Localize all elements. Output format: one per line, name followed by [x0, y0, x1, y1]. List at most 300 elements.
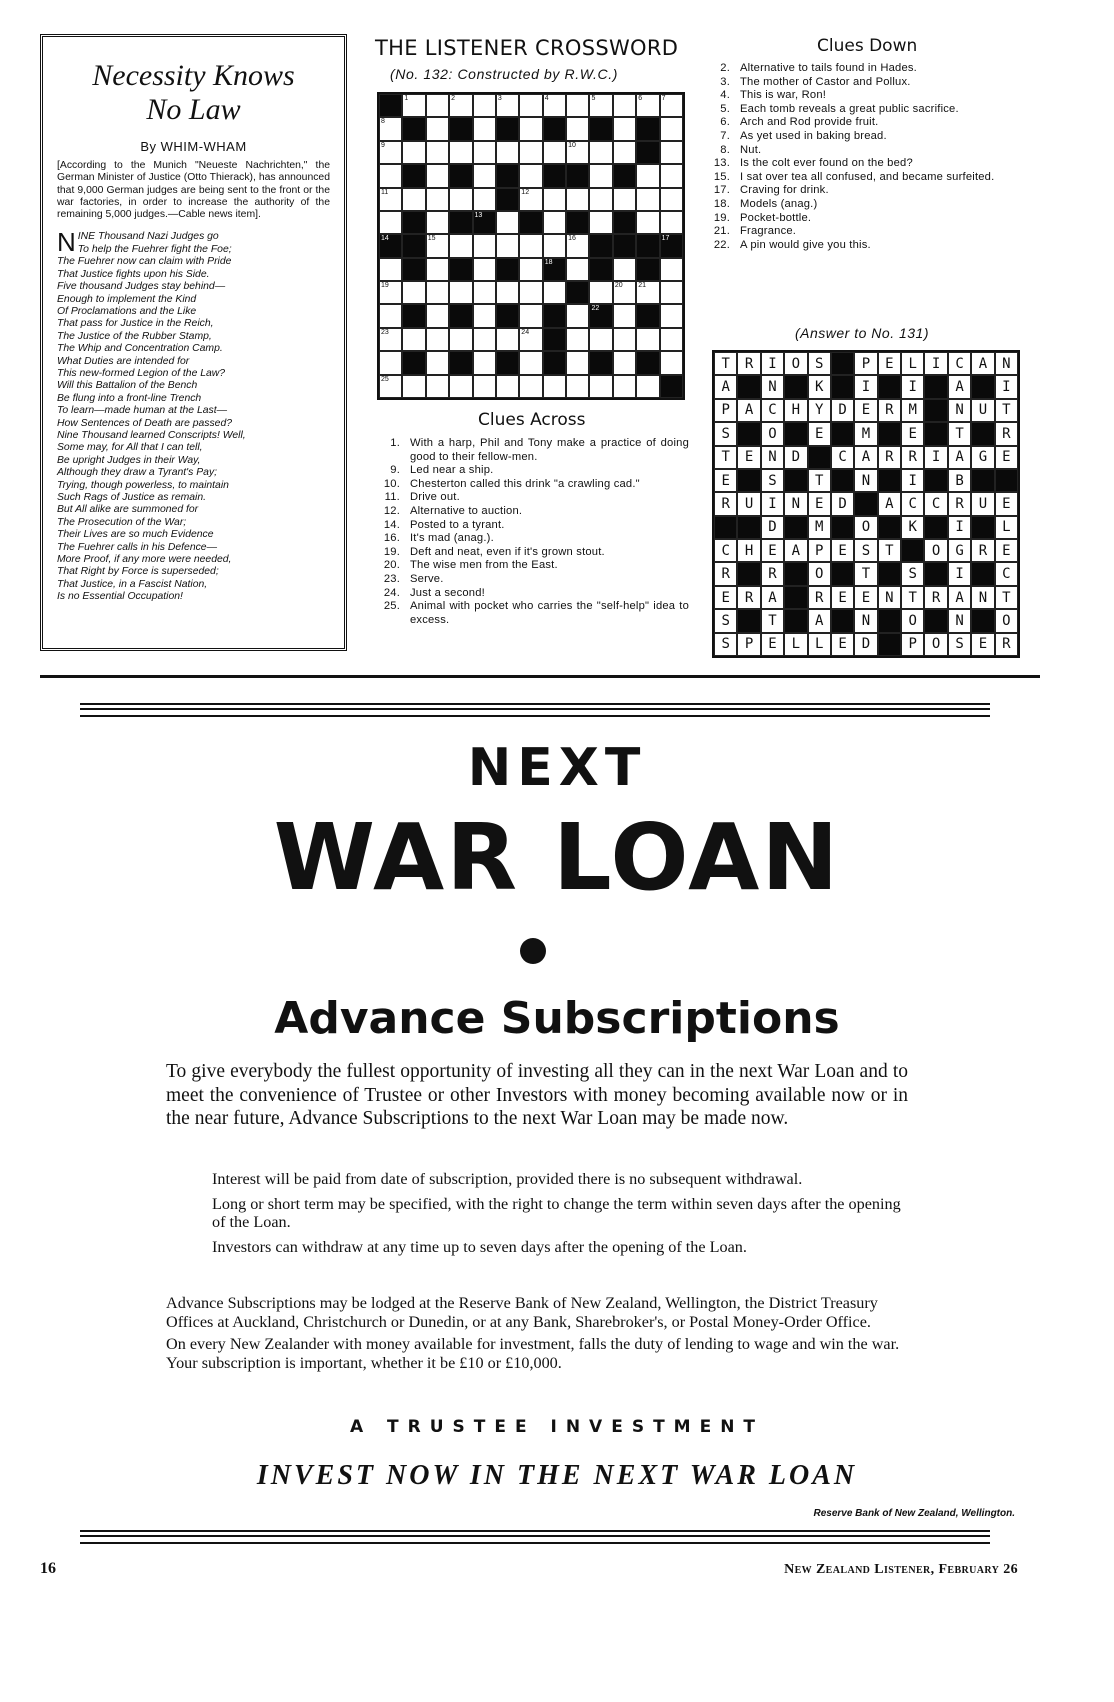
clue-number: 5. — [720, 102, 730, 115]
clue — [702, 62, 1032, 76]
crossword-title: THE LISTENER CROSSWORD — [375, 36, 679, 60]
answer-cell: N — [854, 469, 877, 492]
clue-number: 6. — [720, 116, 730, 129]
answer-cell: T — [995, 586, 1018, 609]
crossword-cell — [449, 188, 472, 211]
answer-cell: R — [995, 422, 1018, 445]
answer-cell: N — [995, 352, 1018, 375]
crossword-cell — [519, 234, 542, 257]
answer-cell: N — [948, 609, 971, 632]
crossword-cell — [473, 281, 496, 304]
answer-cell: T — [714, 446, 737, 469]
answer-black-cell — [878, 422, 901, 445]
clue-text: This is war, Ron! — [740, 89, 827, 102]
answer-cell: N — [761, 446, 784, 469]
crossword-cell — [496, 94, 519, 117]
crossword-black-cell — [449, 211, 472, 234]
poem-line: The Justice of the Rubber Stamp, — [57, 330, 212, 342]
answer-cell: D — [831, 399, 854, 422]
answer-cell: O — [901, 609, 924, 632]
crossword-black-cell — [636, 117, 659, 140]
clue-number: 10. — [383, 477, 400, 490]
crossword-cell — [379, 188, 402, 211]
clue-number: 25. — [383, 600, 400, 613]
answer-black-cell — [971, 562, 994, 585]
answer-black-cell — [901, 539, 924, 562]
clue-text: Posted to a tyrant. — [410, 518, 505, 531]
crossword-black-cell — [543, 258, 566, 281]
answer-cell: E — [854, 586, 877, 609]
crossword-black-cell — [636, 141, 659, 164]
clue-text: Alternative to auction. — [410, 504, 523, 517]
clue-number: 6 — [638, 95, 643, 102]
answer-cell: U — [971, 399, 994, 422]
crossword-cell — [496, 234, 519, 257]
clue-number: 22. — [713, 238, 730, 251]
crossword-black-cell — [496, 117, 519, 140]
clue-number: 21 — [638, 282, 647, 290]
answer-black-cell — [971, 609, 994, 632]
crossword-cell — [660, 351, 683, 374]
crossword-cell — [660, 211, 683, 234]
crossword-black-cell — [402, 117, 425, 140]
answer-cell: D — [784, 446, 807, 469]
answer-cell: C — [761, 399, 784, 422]
crossword-cell — [660, 117, 683, 140]
clue-number: 9. — [390, 464, 400, 477]
poem-line: Be flung into a front-line Trench — [57, 392, 202, 404]
crossword-black-cell — [496, 304, 519, 327]
poem-title-line-1: Necessity Knows — [92, 59, 295, 92]
ad-point: Interest will be paid from date of subscription, provided there is no subsequent withdrawal. — [212, 1170, 803, 1188]
clue-text: I sat over tea all confused, and became surfeited. — [740, 170, 995, 183]
clue — [702, 198, 1032, 212]
crossword-cell — [660, 164, 683, 187]
crossword-cell — [473, 188, 496, 211]
answer-black-cell — [737, 516, 760, 539]
crossword-cell — [402, 188, 425, 211]
crossword-black-cell — [402, 164, 425, 187]
answer-cell: R — [948, 492, 971, 515]
clue — [702, 157, 1032, 171]
answer-cell: A — [948, 446, 971, 469]
clue — [702, 171, 1032, 185]
clue-number: 3. — [720, 75, 730, 88]
crossword-cell — [566, 117, 589, 140]
crossword-cell — [379, 117, 402, 140]
clue-text: It's mad (anag.). — [410, 532, 494, 545]
poem-line: INE Thousand Nazi Judges go — [77, 231, 219, 243]
answer-black-cell — [831, 352, 854, 375]
answer-cell: D — [854, 633, 877, 656]
crossword-cell — [543, 375, 566, 398]
clue-number: 18 — [544, 258, 553, 266]
ad-point: Investors can withdraw at any time up to seven days after the opening of the Loan. — [212, 1237, 747, 1256]
clue-number: 13 — [474, 211, 483, 219]
crossword-black-cell — [473, 211, 496, 234]
crossword-black-cell — [449, 258, 472, 281]
answer-cell: T — [808, 469, 831, 492]
answer-cell: E — [737, 446, 760, 469]
crossword-cell — [379, 328, 402, 351]
crossword-cell — [589, 211, 612, 234]
crossword-cell — [426, 328, 449, 351]
crossword-black-cell — [449, 164, 472, 187]
crossword-cell — [519, 117, 542, 140]
answer-cell: A — [714, 375, 737, 398]
clue-number: 16 — [568, 235, 576, 243]
answer-black-cell — [714, 516, 737, 539]
crossword-cell — [660, 141, 683, 164]
crossword-black-cell — [449, 304, 472, 327]
crossword-cell — [473, 164, 496, 187]
crossword-cell — [426, 117, 449, 140]
answer-cell: A — [761, 586, 784, 609]
crossword-cell — [636, 375, 659, 398]
crossword-cell — [613, 351, 636, 374]
crossword-black-cell — [496, 351, 519, 374]
poem-line: Enough to implement the Kind — [57, 293, 197, 305]
clue-number: 19. — [383, 545, 400, 558]
ad-point: Long or short term may be specified, with the right to change the term within seven days after the opening of the Loan. — [212, 1194, 901, 1231]
crossword-black-cell — [496, 164, 519, 187]
answer-cell: I — [761, 492, 784, 515]
poem-line: This new-formed Legion of the Law? — [57, 367, 226, 379]
crossword-black-cell — [613, 234, 636, 257]
clue-number: 1. — [390, 437, 400, 449]
clue-text: As yet used in baking bread. — [740, 129, 887, 142]
answer-black-cell — [831, 516, 854, 539]
crossword-cell — [543, 188, 566, 211]
across-heading: Clues Across — [478, 410, 586, 430]
clue-text: Craving for drink. — [740, 184, 829, 197]
answer-cell: Y — [808, 399, 831, 422]
bullet-dot-icon — [520, 938, 546, 964]
crossword-black-cell — [589, 117, 612, 140]
answer-cell: C — [948, 352, 971, 375]
clue-text: Nut. — [740, 143, 762, 156]
answer-cell: E — [808, 492, 831, 515]
crossword-cell — [589, 164, 612, 187]
crossword-cell — [613, 141, 636, 164]
clue-number: 25 — [381, 375, 389, 383]
crossword-black-cell — [543, 164, 566, 187]
answer-cell: O — [784, 352, 807, 375]
crossword-black-cell — [636, 234, 659, 257]
clue-number: 19 — [381, 282, 389, 290]
answer-cell: I — [995, 375, 1018, 398]
answer-cell: P — [854, 352, 877, 375]
answer-cell: I — [761, 352, 784, 375]
publication-line: New Zealand Listener, February 26 — [784, 1562, 1018, 1577]
crossword-cell — [449, 375, 472, 398]
clue-number: 15. — [713, 170, 730, 183]
clue-number: 19. — [713, 211, 730, 224]
clue-number: 20 — [614, 282, 623, 290]
crossword-cell — [566, 258, 589, 281]
answer-cell: R — [761, 562, 784, 585]
clue-text: A pin would give you this. — [740, 238, 871, 251]
crossword-cell — [589, 94, 612, 117]
crossword-black-cell — [496, 258, 519, 281]
ad-trustee: A TRUSTEE INVESTMENT — [349, 1417, 765, 1437]
poem-line: Will this Battalion of the Bench — [57, 380, 198, 392]
crossword-black-cell — [379, 234, 402, 257]
answer-cell: R — [995, 633, 1018, 656]
ad-invest: INVEST NOW IN THE NEXT WAR LOAN — [256, 1460, 858, 1491]
crossword-subtitle: (No. 132: Constructed by R.W.C.) — [390, 66, 618, 82]
answer-cell: R — [714, 492, 737, 515]
answer-cell: R — [714, 562, 737, 585]
clue — [702, 239, 1032, 253]
answer-cell: R — [737, 352, 760, 375]
crossword-cell — [426, 211, 449, 234]
crossword-cell — [589, 141, 612, 164]
clue — [372, 600, 689, 627]
poem-box — [40, 34, 347, 651]
poem-dropcap: N — [57, 227, 76, 258]
answer-black-cell — [737, 469, 760, 492]
answer-cell: E — [901, 422, 924, 445]
crossword-cell — [519, 281, 542, 304]
crossword-cell — [379, 258, 402, 281]
answer-cell: P — [901, 633, 924, 656]
crossword-cell — [402, 94, 425, 117]
answer-cell: T — [878, 539, 901, 562]
answer-cell: T — [948, 422, 971, 445]
answer-black-cell — [878, 609, 901, 632]
answer-black-cell — [878, 633, 901, 656]
clue — [702, 116, 1032, 130]
answer-cell: L — [995, 516, 1018, 539]
answer-cell: I — [948, 516, 971, 539]
crossword-cell — [426, 188, 449, 211]
crossword-cell — [449, 94, 472, 117]
answer-black-cell — [924, 562, 947, 585]
answer-black-cell — [924, 399, 947, 422]
crossword-black-cell — [402, 351, 425, 374]
clue-number: 12 — [521, 188, 530, 196]
answer-black-cell — [878, 469, 901, 492]
clue-number: 7 — [661, 95, 666, 102]
answer-cell: L — [901, 352, 924, 375]
crossword-cell — [426, 234, 449, 257]
crossword-cell — [496, 141, 519, 164]
poem-line: The Fuehrer calls in his Defence— — [57, 541, 217, 553]
crossword-cell — [473, 141, 496, 164]
clue-number: 11 — [381, 188, 389, 196]
crossword-cell — [566, 351, 589, 374]
poem-line: What Duties are intended for — [57, 355, 190, 367]
clue-text: Animal with pocket who carries the "self-help" idea to excess. — [410, 600, 689, 626]
crossword-cell — [402, 281, 425, 304]
crossword-black-cell — [589, 304, 612, 327]
crossword-cell — [589, 281, 612, 304]
answer-black-cell — [737, 609, 760, 632]
poem-line: To help the Fuehrer fight the Foe; — [77, 243, 232, 255]
clue-number: 2 — [451, 95, 456, 102]
poem-line: Their Lives are so much Evidence — [57, 529, 214, 541]
answer-cell: L — [808, 633, 831, 656]
answer-cell: E — [831, 633, 854, 656]
across-clues — [372, 437, 689, 627]
crossword-black-cell — [402, 234, 425, 257]
clue — [702, 184, 1032, 198]
crossword-cell — [636, 211, 659, 234]
answer-cell: O — [854, 516, 877, 539]
answer-label: (Answer to No. 131) — [795, 325, 929, 341]
poem-line: To learn—made human at the Last— — [57, 405, 228, 417]
poem-line: Of Proclamations and the Like — [57, 305, 197, 317]
poem-line: The Prosecution of the War; — [57, 516, 187, 528]
crossword-black-cell — [589, 234, 612, 257]
poem-line: More Proof, if any more were needed, — [57, 554, 232, 566]
clue-number: 4. — [720, 89, 730, 102]
poem-title — [57, 59, 330, 127]
crossword-black-cell — [379, 94, 402, 117]
poem-line: Be upright Judges in their Way, — [57, 454, 201, 466]
answer-cell: R — [878, 446, 901, 469]
clue — [372, 532, 689, 546]
poem-byline: By WHIM-WHAM — [140, 139, 247, 154]
answer-black-cell — [784, 469, 807, 492]
crossword-black-cell — [636, 304, 659, 327]
clue-text: The wise men from the East. — [410, 559, 558, 572]
answer-cell: O — [995, 609, 1018, 632]
crossword-cell — [426, 141, 449, 164]
crossword-cell — [636, 328, 659, 351]
clue-number: 23 — [381, 328, 389, 336]
crossword-black-cell — [449, 351, 472, 374]
clue-text: Alternative to tails found in Hades. — [740, 62, 917, 74]
clue-text: Fragrance. — [740, 225, 797, 238]
crossword-cell — [566, 234, 589, 257]
crossword-cell — [660, 281, 683, 304]
page-number: 16 — [40, 1560, 56, 1577]
answer-black-cell — [737, 562, 760, 585]
crossword-cell — [519, 188, 542, 211]
answer-cell: R — [878, 399, 901, 422]
answer-cell: S — [854, 539, 877, 562]
answer-cell: D — [831, 492, 854, 515]
crossword-black-cell — [613, 211, 636, 234]
down-heading: Clues Down — [817, 36, 918, 56]
answer-black-cell — [784, 375, 807, 398]
crossword-cell — [613, 94, 636, 117]
crossword-cell — [519, 94, 542, 117]
answer-cell: S — [948, 633, 971, 656]
ad-next: NEXT — [467, 738, 647, 798]
crossword-cell — [660, 258, 683, 281]
answer-black-cell — [924, 422, 947, 445]
poem-line: Nine Thousand learned Conscripts! Well, — [57, 429, 246, 441]
crossword-black-cell — [660, 234, 683, 257]
clue — [372, 464, 689, 478]
answer-cell: A — [854, 446, 877, 469]
answer-black-cell — [737, 422, 760, 445]
crossword-cell — [566, 188, 589, 211]
crossword-cell — [519, 351, 542, 374]
answer-cell: R — [808, 586, 831, 609]
clue-text: Drive out. — [410, 491, 460, 504]
clue-number: 3 — [497, 95, 502, 102]
crossword-black-cell — [589, 258, 612, 281]
answer-grid — [712, 350, 1020, 658]
answer-cell: N — [854, 609, 877, 632]
answer-cell: N — [971, 586, 994, 609]
poem-line: That Justice fights upon his Side. — [57, 268, 210, 280]
poem-line: The Fuehrer now can claim with Pride — [57, 256, 232, 268]
answer-cell: C — [924, 492, 947, 515]
answer-cell: N — [761, 375, 784, 398]
crossword-black-cell — [449, 117, 472, 140]
crossword-cell — [519, 141, 542, 164]
ad-points — [212, 1170, 910, 1262]
crossword-cell — [449, 328, 472, 351]
crossword-black-cell — [543, 351, 566, 374]
answer-cell: E — [714, 469, 737, 492]
crossword-cell — [496, 375, 519, 398]
poem-line: Is no Essential Occupation! — [57, 591, 183, 603]
clue-number: 14 — [381, 235, 389, 243]
crossword-cell — [473, 328, 496, 351]
clue-text: Serve. — [410, 572, 444, 585]
answer-cell: P — [737, 633, 760, 656]
answer-cell: A — [784, 539, 807, 562]
answer-black-cell — [784, 586, 807, 609]
answer-cell: E — [995, 446, 1018, 469]
answer-cell: M — [808, 516, 831, 539]
clue — [702, 130, 1032, 144]
ad-lodge-text: Advance Subscriptions may be lodged at the Reserve Bank of New Zealand, Wellington, the District Treasury Offices at Auckland, Christchurch or Dunedin, or at any Bank, Sharebroker's, or Postal Money-Order Office. — [166, 1294, 878, 1331]
clue — [702, 76, 1032, 90]
clue-number: 21. — [713, 225, 730, 238]
crossword-black-cell — [566, 164, 589, 187]
clue-number: 17. — [713, 184, 730, 197]
crossword-cell — [636, 188, 659, 211]
answer-black-cell — [831, 375, 854, 398]
answer-cell: A — [948, 375, 971, 398]
clue-number: 2. — [720, 62, 730, 74]
answer-black-cell — [878, 375, 901, 398]
answer-black-cell — [784, 422, 807, 445]
clue-text: Arch and Rod provide fruit. — [740, 116, 879, 129]
clue-text: The mother of Castor and Pollux. — [740, 75, 911, 88]
poem-line: That Justice, in a Fascist Nation, — [57, 578, 208, 590]
crossword-cell — [496, 211, 519, 234]
answer-cell: G — [948, 539, 971, 562]
answer-black-cell — [878, 516, 901, 539]
answer-cell: E — [854, 399, 877, 422]
answer-black-cell — [854, 492, 877, 515]
answer-black-cell — [971, 469, 994, 492]
crossword-cell — [660, 188, 683, 211]
answer-cell: D — [761, 516, 784, 539]
answer-cell: M — [901, 399, 924, 422]
crossword-cell — [543, 94, 566, 117]
answer-cell: U — [737, 492, 760, 515]
answer-cell: S — [714, 633, 737, 656]
poem-intro: [According to the Munich "Neueste Nachrichten," the German Minister of Justice (Otto Thierack), has announced that 9,000 German judges are being sent to the front or the war factories, in order to increase the authority of the remaining 5,000 judges.—Cable news item]. — [57, 160, 330, 221]
answer-cell: P — [714, 399, 737, 422]
ad-bank: Reserve Bank of New Zealand, Wellington. — [813, 1508, 1015, 1519]
answer-cell: E — [808, 422, 831, 445]
answer-cell: O — [761, 422, 784, 445]
answer-cell: E — [831, 586, 854, 609]
clue-number: 12. — [383, 504, 400, 517]
answer-black-cell — [924, 516, 947, 539]
answer-cell: L — [784, 633, 807, 656]
